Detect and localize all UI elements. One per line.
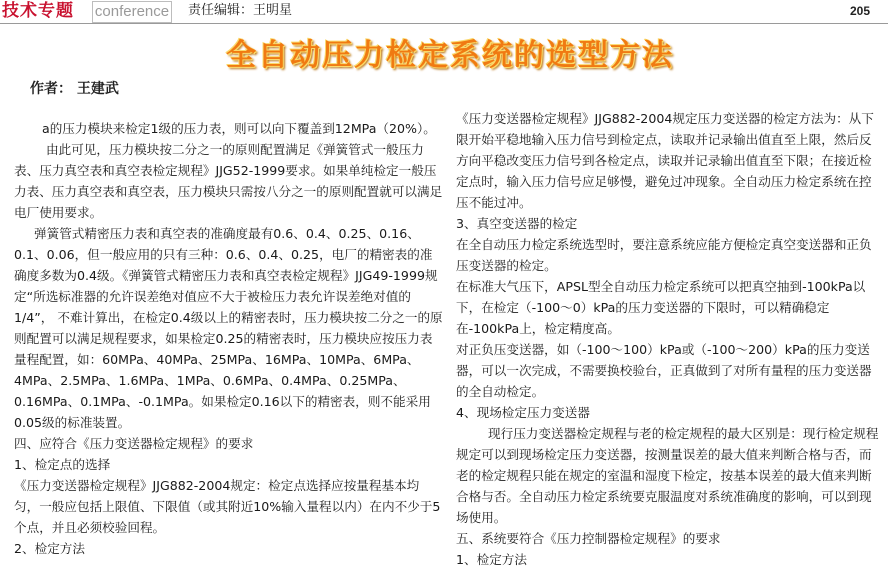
page-number: 205 [849,4,870,18]
subsection-heading: 1、检定方法 [456,552,527,567]
header-divider [0,23,888,24]
right-column [456,108,884,570]
page-header [0,0,888,24]
section-sub-label: conference [92,1,172,23]
paragraph: 《压力变送器检定规程》JJG882-2004规定：检定点选择应按量程基本均匀，一般应包括上限值、下限值（或其附近10%输入量程以内）在内不少于5个点，并且必须校验回程。 [14,478,441,535]
paragraph: a的压力模块来检定1级的压力表，则可以向下覆盖到12MPa（20%）。 [42,121,436,136]
paragraph: 《压力变送器检定规程》JJG882-2004规定压力变送器的检定方法为：从下限开始平稳地输入压力信号到检定点，读取并记录输出值直至上限，然后反方向平稳改变压力信号到各检定点，读取并记录输出值直至下限；在接近检定点时，输入压力信号应足够慢，避免过冲现象。全自动压力检定系统在控压不能过冲。 [456,111,874,210]
article-title: 全自动压力检定系统的选型方法 [226,38,674,73]
subsection-heading: 2、检定方法 [14,541,85,556]
subsection-heading: 1、检定点的选择 [14,457,111,472]
paragraph: 由此可见，压力模块按二分之一的原则配置满足《弹簧管式一般压力表、压力真空表和真空表检定规程》JJG52-1999要求。如果单纯检定一般压力表、压力真空表和真空表，压力模块只需按八分之一的原则配置就可以满足电厂使用要求。 [14,142,443,220]
subsection-heading: 4、现场检定压力变送器 [456,405,590,420]
article-author: 作者： 王建武 [30,81,119,97]
paragraph: 在全自动压力检定系统选型时，要注意系统应能方便检定真空变送器和正负压变送器的检定。 [456,237,872,273]
paragraph: 现行压力变送器检定规程与老的检定规程的最大区别是：现行检定规程规定可以到现场检定压力变送器，按测量误差的最大值来判断合格与否，而老的检定规程只能在规定的室温和湿度下检定，按基本误差的最大值来判断合格与否。全自动压力检定系统要克服温度对系统准确度的影响，可以到现场使用。 [456,426,879,525]
subsection-heading: 3、真空变送器的检定 [456,216,578,231]
section-tag: 技术专题 [2,1,74,21]
editor-credit: 责任编辑：王明星 [188,3,293,18]
section-heading: 五、系统要符合《压力控制器检定规程》的要求 [456,531,721,546]
section-heading: 四、应符合《压力变送器检定规程》的要求 [14,436,254,451]
left-column [14,118,444,559]
paragraph: 弹簧管式精密压力表和真空表的准确度最有0.6、0.4、0.25、0.16、0.1、0.06，但一般应用的只有三种：0.6、0.4、0.25，电厂的精密表的准确度多数为0.4级。《弹簧管式精密压力表和真空表检定规程》JJG49-1999规定“所选标准器的允许误差绝对值应不大于被检压力表允许误差绝对值的1/4”， 不难计算出，在检定0.4级以上的精密表时，压力模块按二分之一的原则配置可以满足规程要求，如果检定0.25的精密表时，压力模块应按压力表量程配置，如：60MPa、40MPa、25MPa、16MPa、10MPa、6MPa、4MPa、2.5MPa、1.6MPa、1MPa、0.6MPa、0.4MPa、0.25MPa、0.16MPa、0.1MPa、-0.1MPa。如果检定0.16以下的精密表，则不能采用0.05级的标准装置。 [14,226,443,430]
paragraph: 在标准大气压下，APSL型全自动压力检定系统可以把真空抽到-100kPa以下，在检定（-100～0）kPa的压力变送器的下限时，可以精确稳定在-100kPa上，检定精度高。 [456,279,866,336]
paragraph: 对正负压变送器，如（-100～100）kPa或（-100～200）kPa的压力变送器，可以一次完成，不需要换校验台，正真做到了对所有量程的压力变送器的全自动检定。 [456,342,872,399]
